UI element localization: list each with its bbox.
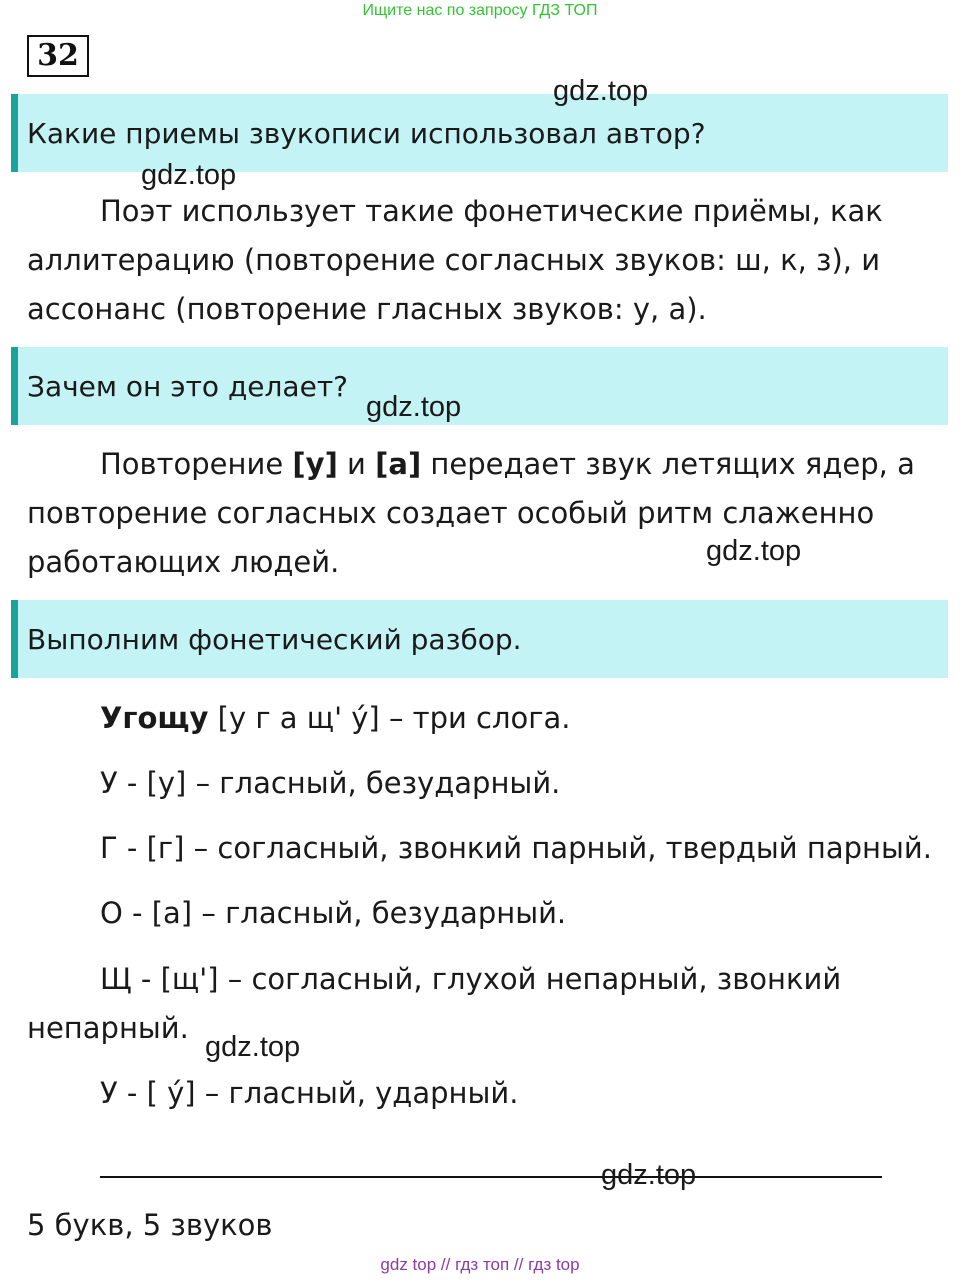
analysis-line-g: Г - [г] – согласный, звонкий парный, твердый парный. xyxy=(100,831,932,865)
answer-1: Поэт использует такие фонетические приёмы, как аллитерацию (повторение согласных звуков: ш, к, з), и ассонанс (повторение гласных звуков: у, а). xyxy=(27,194,883,326)
watermark: gdz.top xyxy=(553,75,649,107)
analysis-word: Угощу xyxy=(100,701,209,735)
watermark: gdz.top xyxy=(141,159,237,191)
footer: gdz top // гдз топ // гдз top xyxy=(380,1255,580,1274)
answer-2-sound-a: [а] xyxy=(375,447,422,481)
question-1-text: Какие приемы звукописи использовал автор? xyxy=(27,116,706,150)
question-2-text: Зачем он это делает? xyxy=(27,369,348,403)
answer-2-part-2: и xyxy=(337,447,376,481)
summary: 5 букв, 5 звуков xyxy=(27,1208,273,1242)
divider-line xyxy=(100,1176,882,1178)
watermark: gdz.top xyxy=(205,1031,301,1063)
analysis-word-line xyxy=(100,698,571,738)
question-3 xyxy=(11,600,948,678)
top-banner: Ищите нас по запросу ГДЗ ТОП xyxy=(362,2,598,19)
answer-2-part-1: Повторение xyxy=(100,447,293,481)
watermark: gdz.top xyxy=(706,535,802,567)
question-2 xyxy=(11,347,948,425)
analysis-line-o: О - [а] – гласный, безударный. xyxy=(100,896,567,930)
analysis-line-sch: Щ - [щ'] – согласный, глухой непарный, звонкий xyxy=(100,962,842,996)
answer-2-part-3: передает звук летящих ядер, а повторение согласных создает особый ритм слаженно работающих людей. xyxy=(27,447,915,579)
watermark: gdz.top xyxy=(601,1159,697,1191)
answer-2-sound-u: [у] xyxy=(292,447,338,481)
analysis-transcription: [у г а щ' у́] – три слога. xyxy=(208,701,571,735)
task-number: 32 xyxy=(27,35,89,77)
question-3-text: Выполним фонетический разбор. xyxy=(27,622,522,656)
analysis-line-u2: У - [ у́] – гласный, ударный. xyxy=(100,1076,519,1110)
analysis-line-u1: У - [у] – гласный, безударный. xyxy=(100,766,561,800)
watermark: gdz.top xyxy=(366,391,462,423)
analysis-line-sch-cont: непарный. xyxy=(27,1011,189,1045)
